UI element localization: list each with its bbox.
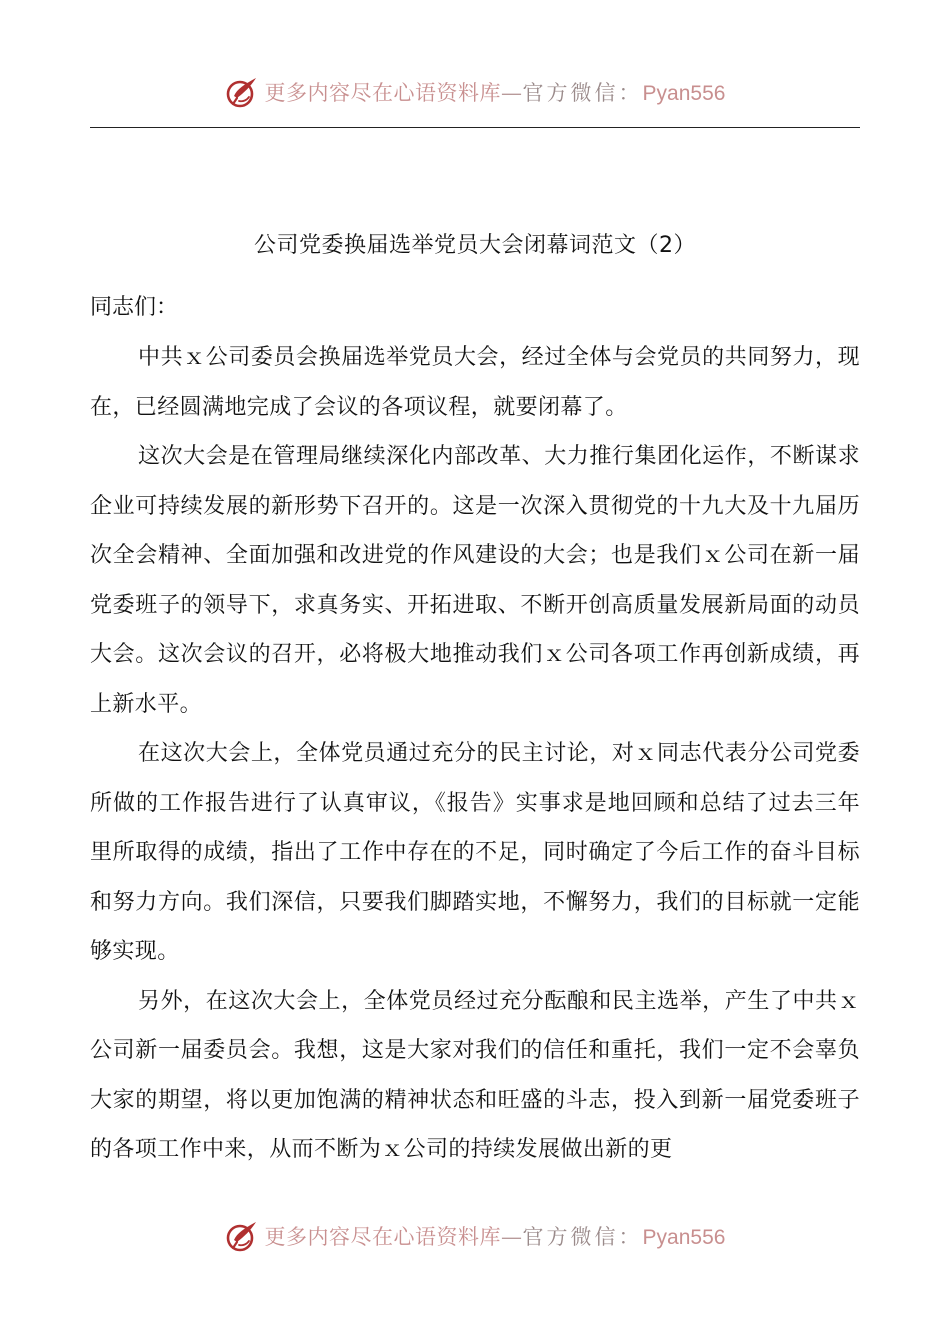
document-body (90, 283, 860, 1175)
footer-brand (225, 1219, 726, 1253)
footer-brand-main: 更多内容尽在心语资料库 (264, 1225, 502, 1249)
header-brand-handle: Pyan556 (642, 82, 726, 105)
body-paragraph: 中共ｘ公司委员会换届选举党员大会，经过全体与会党员的共同努力，现在，已经圆满地完成了会议的各项议程，就要闭幕了。 (90, 345, 860, 420)
footer-brand-handle: Pyan556 (642, 1226, 726, 1249)
body-paragraph: 这次大会是在管理局继续深化内部改革、大力推行集团化运作，不断谋求企业可持续发展的新形势下召开的。这是一次深入贯彻党的十九大及十九届历次全会精神、全面加强和改进党的作风建设的大会；也是我们ｘ公司在新一届党委班子的领导下，求真务实、开拓进取、不断开创高质量发展新局面的动员大会。这次会议的召开，必将极大地推动我们ｘ公司各项工作再创新成绩，再上新水平。 (90, 444, 860, 717)
header-brand-wechat: 官方微信： (522, 81, 643, 105)
document-greeting: 同志们： (90, 295, 179, 320)
body-paragraph: 在这次大会上，全体党员通过充分的民主讨论，对ｘ同志代表分公司党委所做的工作报告进行了认真审议，《报告》实事求是地回顾和总结了过去三年里所取得的成绩，指出了工作中存在的不足，同时确定了今后工作的奋斗目标和努力方向。我们深信，只要我们脚踏实地，不懈努力，我们的目标就一定能够实现。 (90, 741, 860, 964)
header-divider (90, 127, 860, 128)
header-brand-text (265, 77, 726, 107)
body-paragraph: 另外，在这次大会上，全体党员经过充分酝酿和民主选举，产生了中共ｘ公司新一届委员会。我想，这是大家对我们的信任和重托，我们一定不会辜负大家的期望，将以更加饱满的精神状态和旺盛的斗志，投入到新一届党委班子的各项工作中来，从而不断为ｘ公司的持续发展做出新的更 (90, 988, 860, 1162)
quill-logo-icon (225, 1219, 259, 1253)
footer-brand-text (265, 1221, 726, 1251)
page-footer (0, 1214, 950, 1258)
page-header (0, 70, 950, 114)
document-title: 公司党委换届选举党员大会闭幕词范文（2） (254, 233, 696, 258)
header-brand-dash: — (501, 81, 523, 105)
header-brand-main: 更多内容尽在心语资料库 (264, 81, 502, 105)
footer-brand-dash: — (501, 1225, 523, 1249)
quill-logo-icon (225, 75, 259, 109)
footer-brand-wechat: 官方微信： (522, 1225, 643, 1249)
header-brand (225, 75, 726, 109)
